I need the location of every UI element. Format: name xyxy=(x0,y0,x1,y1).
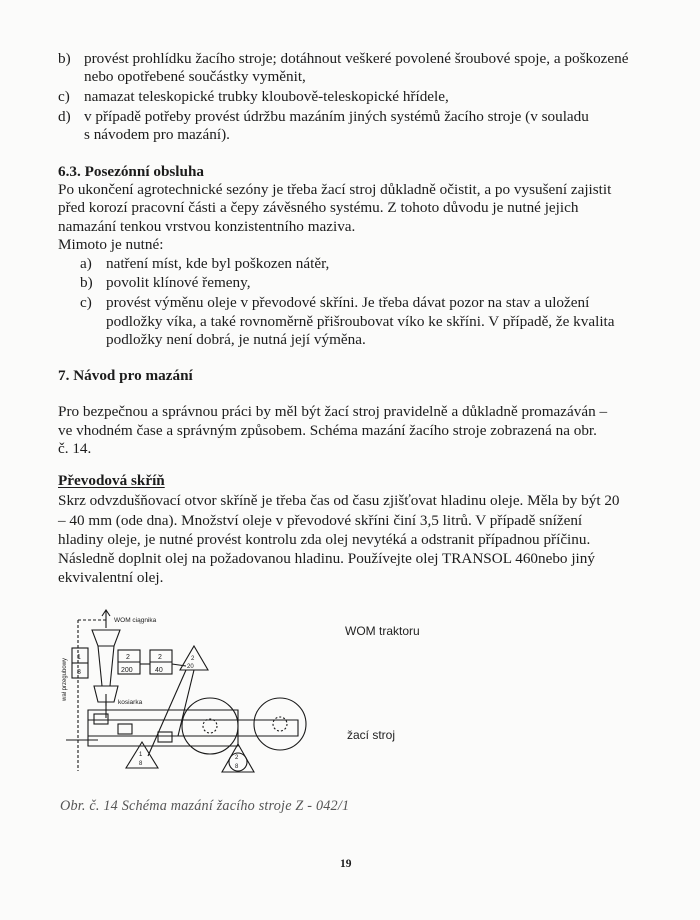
box2-bottom: 200 xyxy=(121,667,133,674)
paragraph-line: – 40 mm (ode dna). Množství oleje v převodové skříni činí 3,5 litrů. V případě snížení xyxy=(58,512,583,529)
list-item-b xyxy=(80,274,251,292)
paragraph-line: Po ukončení agrotechnické sezóny je třeba žací stroj důkladně očistit, a po vysušení zajistit xyxy=(58,181,612,198)
list-marker: b) xyxy=(80,274,93,291)
paragraph-line: ekvivalentní olej. xyxy=(58,569,164,586)
list-item-d xyxy=(58,108,589,126)
label-kosiarka: kosiarka xyxy=(118,699,143,706)
upper-yoke xyxy=(92,630,120,646)
list-item-b-cont xyxy=(84,68,306,86)
label-wal-przegubowy: wał przegubowy xyxy=(62,657,68,701)
list-marker: a) xyxy=(80,255,92,272)
list-marker: d) xyxy=(58,108,71,125)
list-item-c-cont xyxy=(106,313,615,331)
paragraph-line: namazání tenkou vrstvou konzistentního maziva. xyxy=(58,218,356,235)
subheading-gearbox: Převodová skříň xyxy=(58,472,165,489)
list-text: provést výměnu oleje v převodové skříni. Je třeba dávat pozor na stav a uložení xyxy=(106,294,590,311)
paragraph-line: Pro bezpečnou a správnou práci by měl být žací stroj pravidelně a důkladně promazáván – xyxy=(58,403,608,420)
tri2-top: 1 xyxy=(139,752,143,758)
list-item-a xyxy=(80,255,329,273)
list-marker: c) xyxy=(58,88,70,105)
list-text: povolit klínové řemeny, xyxy=(106,274,251,291)
paragraph-line: č. 14. xyxy=(58,440,92,457)
list-text: namazat teleskopické trubky kloubově-teleskopické hřídele, xyxy=(84,88,449,105)
paragraph-line: Mimoto je nutné: xyxy=(58,236,164,253)
mower-frame xyxy=(88,710,238,746)
list-text: natření míst, kde byl poškozen nátěr, xyxy=(106,255,330,272)
box3-bottom: 40 xyxy=(155,667,163,674)
tri1-top: 2 xyxy=(191,656,195,662)
list-item-b xyxy=(58,50,629,68)
paragraph-line: Skrz odvzdušňovací otvor skříně je třeba čas od času zjišťovat hladinu oleje. Měla by být 20 xyxy=(58,492,620,509)
paragraph-line: hladiny oleje, je nutné provést kontrolu zda olej nevytéká a odstranit případnou příčinu. xyxy=(58,531,591,548)
paragraph-line: před korozí pracovní části a čepy závěsného systému. Z tohoto důvodu je nutné jejich xyxy=(58,199,579,216)
figure-caption: Obr. č. 14 Schéma mazání žacího stroje Z - 042/1 xyxy=(60,798,350,814)
tri3-top: 2 xyxy=(235,755,239,761)
tri1-bottom: 20 xyxy=(187,664,194,670)
list-marker: b) xyxy=(58,50,71,67)
list-item-c xyxy=(80,294,589,312)
label-wom-traktoru: WOM traktoru xyxy=(345,624,420,638)
list-marker: c) xyxy=(80,294,92,311)
tri2-bottom: 8 xyxy=(139,761,143,767)
list-item-c-cont xyxy=(106,331,366,349)
box2-top: 2 xyxy=(126,654,130,661)
box1-top: 1 xyxy=(77,654,81,661)
paragraph-line: ve vhodném čase a správným způsobem. Schéma mazání žacího stroje zobrazená na obr. xyxy=(58,422,597,439)
list-item-c xyxy=(58,88,449,106)
box3-top: 2 xyxy=(158,654,162,661)
tri3-bottom: 8 xyxy=(235,764,239,770)
list-text: podložky víka, a také rovnoměrně přišroubovat víko ke skříni. V případě, že kvalita xyxy=(106,313,615,330)
paragraph-line: Následně doplnit olej na požadovanou hladinu. Používejte olej TRANSOL 460nebo jiný xyxy=(58,550,595,567)
list-text: s návodem pro mazání). xyxy=(84,126,230,143)
label-wom-ciagnika: WOM ciągnika xyxy=(114,617,157,624)
list-text: provést prohlídku žacího stroje; dotáhnout veškeré povolené šroubové spoje, a poškozené xyxy=(84,50,629,67)
label-zaci-stroj: žací stroj xyxy=(347,728,396,742)
lubrication-diagram xyxy=(58,606,308,786)
list-text: nebo opotřebené součástky vyměnit, xyxy=(84,68,306,85)
box1-bottom: 8 xyxy=(77,669,81,676)
list-text: podložky není dobrá, je nutná její výměna. xyxy=(106,331,366,348)
section-heading-7: 7. Návod pro mazání xyxy=(58,367,193,384)
section-heading-6-3: 6.3. Posezónní obsluha xyxy=(58,163,205,180)
list-text: v případě potřeby provést údržbu mazáním jiných systémů žacího stroje (v souladu xyxy=(84,108,589,125)
page-number: 19 xyxy=(340,858,352,870)
list-item-d-cont xyxy=(84,126,230,144)
